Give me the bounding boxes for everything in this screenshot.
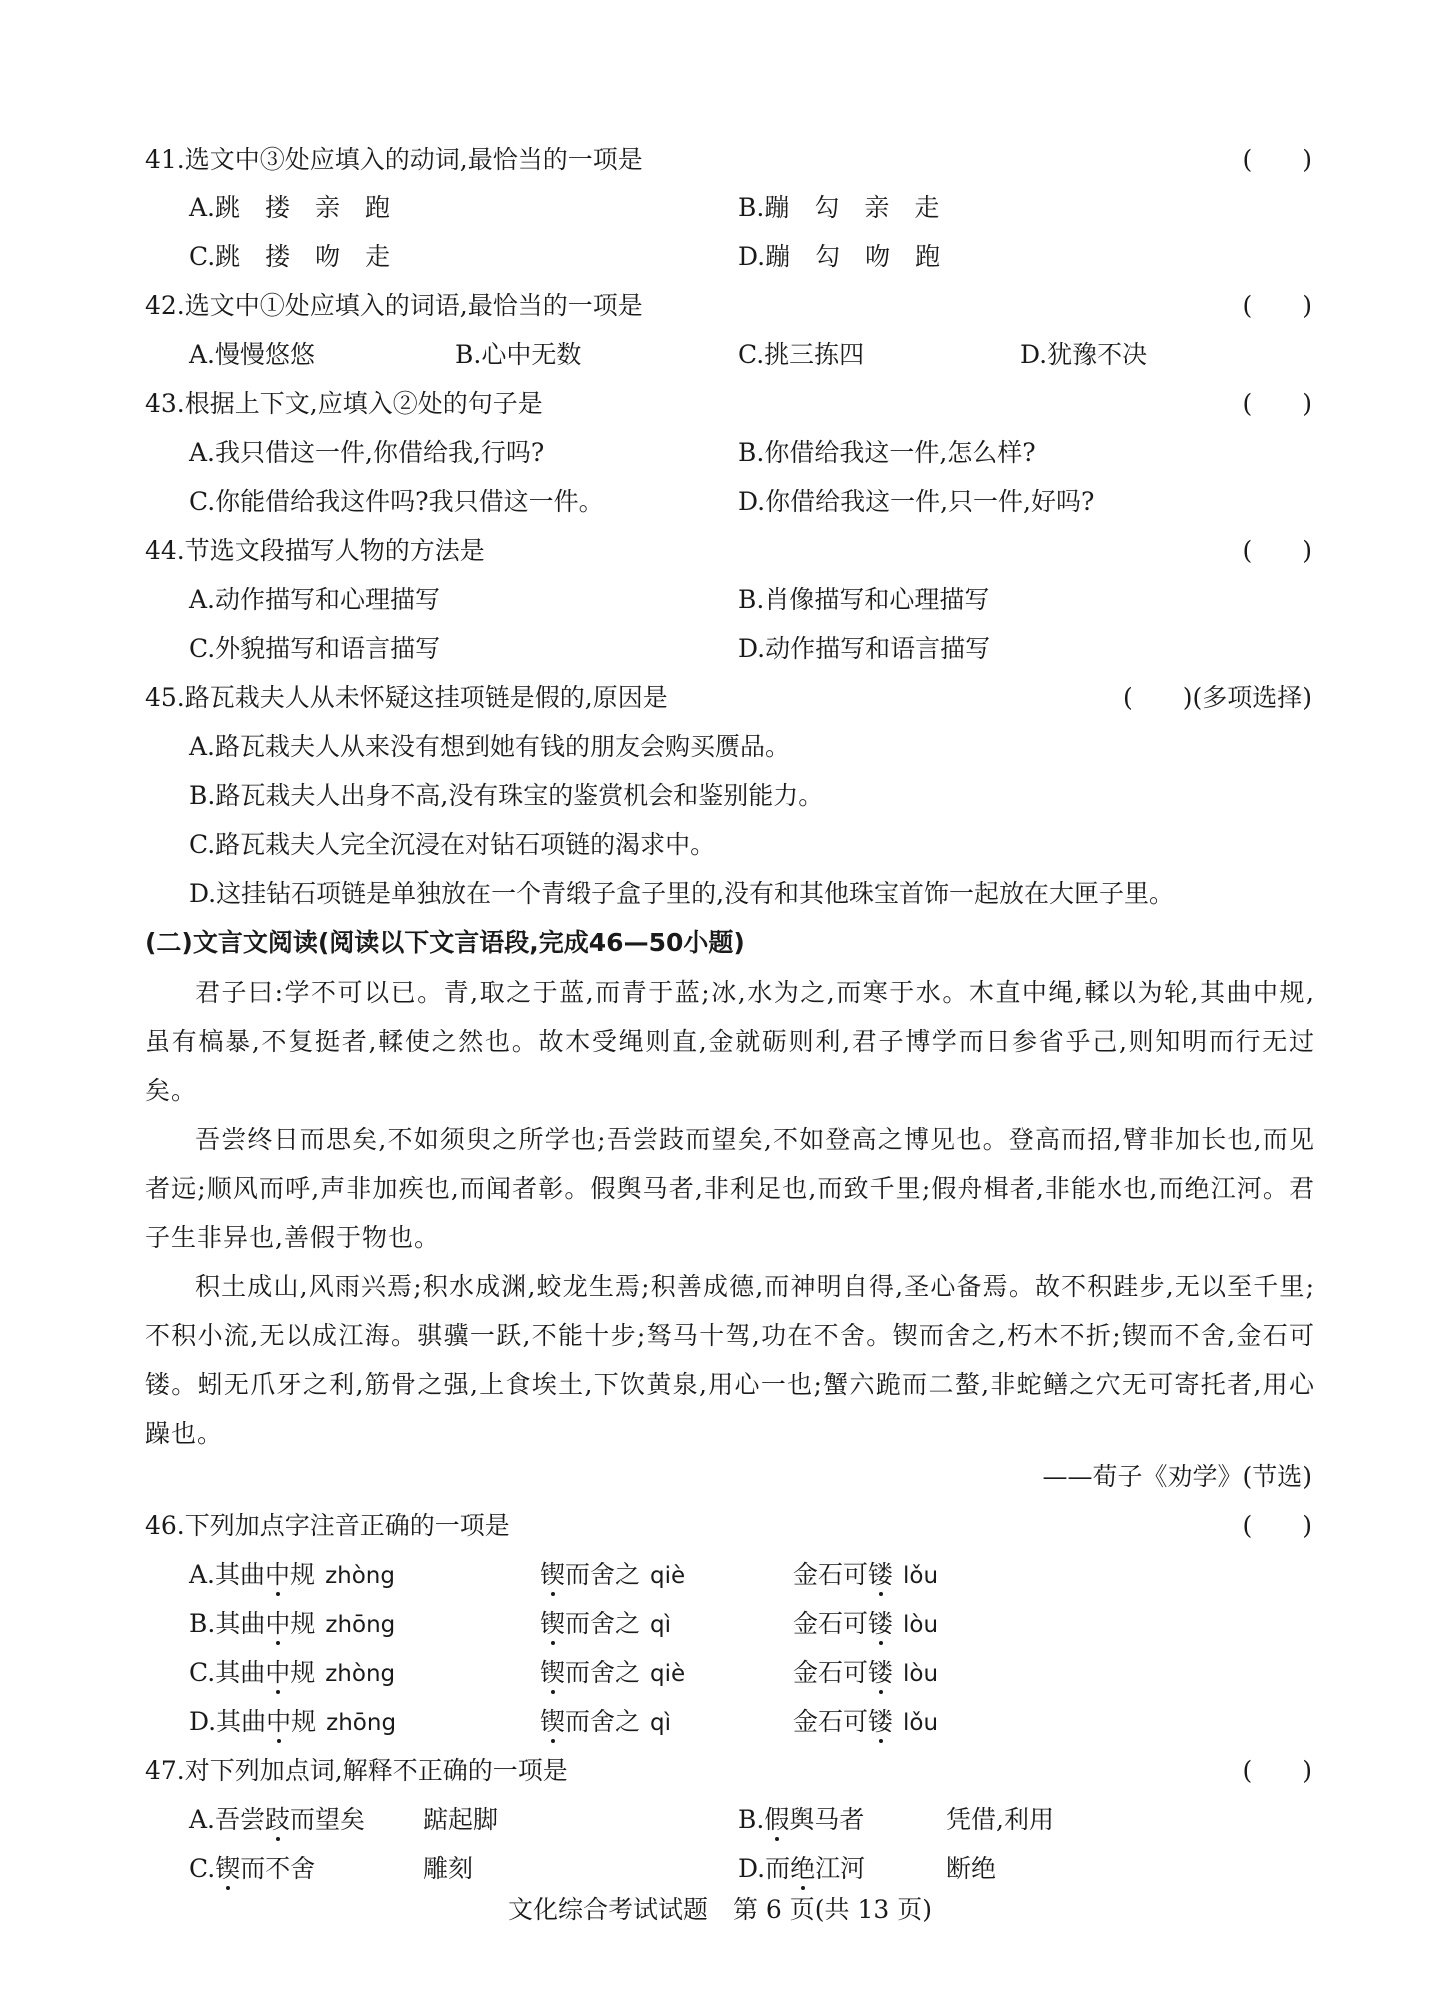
q46-stem: 46.下列加点字注音正确的一项是 (145, 1511, 510, 1540)
q41-option-c: C.跳 搂 吻 走 (189, 242, 391, 271)
q46-option-b-item1: B.其曲中规 zhōng (189, 1609, 396, 1638)
q47-option-a-gloss: 踮起脚 (423, 1805, 499, 1834)
q44-option-b: B.肖像描写和心理描写 (738, 585, 990, 614)
q46-option-d-item3: 金石可镂 lǒu (793, 1707, 939, 1736)
q47-option-b-gloss: 凭借,利用 (946, 1805, 1054, 1834)
q42-option-d: D.犹豫不决 (1020, 340, 1148, 369)
q47-option-a: A.吾尝跂而望矣 (189, 1805, 366, 1834)
passage-source: ——荀子《劝学》(节选) (1042, 1462, 1312, 1491)
q46-option-c-item1: C.其曲中规 zhòng (189, 1658, 396, 1687)
q41-option-a: A.跳 搂 亲 跑 (189, 193, 391, 222)
q46-option-a-item2: 锲而舍之 qiè (540, 1560, 686, 1589)
q43-option-d: D.你借给我这一件,只一件,好吗? (738, 487, 1095, 516)
q45-option-a: A.路瓦栽夫人从来没有想到她有钱的朋友会购买赝品。 (189, 732, 791, 761)
passage-paragraph: 吾尝终日而思矣,不如须臾之所学也;吾尝跂而望矣,不如登高之博见也。登高而招,臂非加长也,而见者远;顺风而呼,声非加疾也,而闻者彰。假舆马者,非利足也,而致千里;假舟楫者,非能水也,而绝江河。君子生非异也,善假于物也。 (145, 1125, 1315, 1252)
q46-option-b-item2: 锲而舍之 qì (540, 1609, 672, 1638)
page-footer: 文化综合考试试题 第 6 页(共 13 页) (507, 1895, 932, 1924)
q42-answer-paren: ( ) (1242, 291, 1312, 320)
q45-option-b: B.路瓦栽夫人出身不高,没有珠宝的鉴赏机会和鉴别能力。 (189, 781, 824, 810)
q46-option-c-item2: 锲而舍之 qiè (540, 1658, 686, 1687)
q42-option-c: C.挑三拣四 (738, 340, 865, 369)
q43-answer-paren: ( ) (1242, 389, 1312, 418)
q46-option-c-item3: 金石可镂 lòu (793, 1658, 939, 1687)
q43-option-b: B.你借给我这一件,怎么样? (738, 438, 1036, 467)
q43-option-c: C.你能借给我这件吗?我只借这一件。 (189, 487, 604, 516)
q46-answer-paren: ( ) (1242, 1511, 1312, 1540)
q47-option-d-gloss: 断绝 (946, 1854, 997, 1883)
q47-option-c: C.锲而不舍 (189, 1854, 316, 1883)
q41-option-d: D.蹦 勾 吻 跑 (738, 242, 941, 271)
q46-option-a-item3: 金石可镂 lǒu (793, 1560, 939, 1589)
q47-option-d: D.而绝江河 (738, 1854, 866, 1883)
passage-paragraph: 积土成山,风雨兴焉;积水成渊,蛟龙生焉;积善成德,而神明自得,圣心备焉。故不积跬步,无以至千里;不积小流,无以成江海。骐骥一跃,不能十步;驽马十驾,功在不舍。锲而舍之,朽木不折;锲而不舍,金石可镂。蚓无爪牙之利,筋骨之强,上食埃土,下饮黄泉,用心一也;蟹六跪而二螯,非蛇鳝之穴无可寄托者,用心躁也。 (145, 1272, 1315, 1448)
q47-option-c-gloss: 雕刻 (423, 1854, 474, 1883)
q45-stem: 45.路瓦栽夫人从未怀疑这挂项链是假的,原因是 (145, 683, 668, 712)
q41-answer-paren: ( ) (1242, 145, 1312, 174)
q43-stem: 43.根据上下文,应填入②处的句子是 (145, 389, 543, 418)
q46-option-b-item3: 金石可镂 lòu (793, 1609, 939, 1638)
q46-option-d-item1: D.其曲中规 zhōng (189, 1707, 397, 1736)
q47-answer-paren: ( ) (1242, 1756, 1312, 1785)
q43-option-a: A.我只借这一件,你借给我,行吗? (189, 438, 545, 467)
q44-option-d: D.动作描写和语言描写 (738, 634, 991, 663)
q44-option-c: C.外貌描写和语言描写 (189, 634, 441, 663)
q45-answer-paren: ( )(多项选择) (1122, 683, 1312, 712)
q46-option-d-item2: 锲而舍之 qì (540, 1707, 672, 1736)
q47-option-b: B.假舆马者 (738, 1805, 865, 1834)
q44-answer-paren: ( ) (1242, 536, 1312, 565)
q46-option-a-item1: A.其曲中规 zhòng (189, 1560, 395, 1589)
section-title: (二)文言文阅读(阅读以下文言语段,完成46—50小题) (145, 928, 745, 957)
passage-paragraph: 君子曰:学不可以已。青,取之于蓝,而青于蓝;冰,水为之,而寒于水。木直中绳,輮以为轮,其曲中规,虽有槁暴,不复挺者,輮使之然也。故木受绳则直,金就砺则利,君子博学而日参省乎己,则知明而行无过矣。 (145, 978, 1315, 1105)
q41-stem: 41.选文中③处应填入的动词,最恰当的一项是 (145, 145, 643, 174)
q44-stem: 44.节选文段描写人物的方法是 (145, 536, 485, 565)
q44-option-a: A.动作描写和心理描写 (189, 585, 441, 614)
q45-option-c: C.路瓦栽夫人完全沉浸在对钻石项链的渴求中。 (189, 830, 716, 859)
q42-stem: 42.选文中①处应填入的词语,最恰当的一项是 (145, 291, 643, 320)
q42-option-b: B.心中无数 (455, 340, 582, 369)
q47-stem: 47.对下列加点词,解释不正确的一项是 (145, 1756, 568, 1785)
q45-option-d: D.这挂钻石项链是单独放在一个青缎子盒子里的,没有和其他珠宝首饰一起放在大匣子里。 (189, 879, 1175, 908)
q42-option-a: A.慢慢悠悠 (189, 340, 316, 369)
q41-option-b: B.蹦 勾 亲 走 (738, 193, 940, 222)
